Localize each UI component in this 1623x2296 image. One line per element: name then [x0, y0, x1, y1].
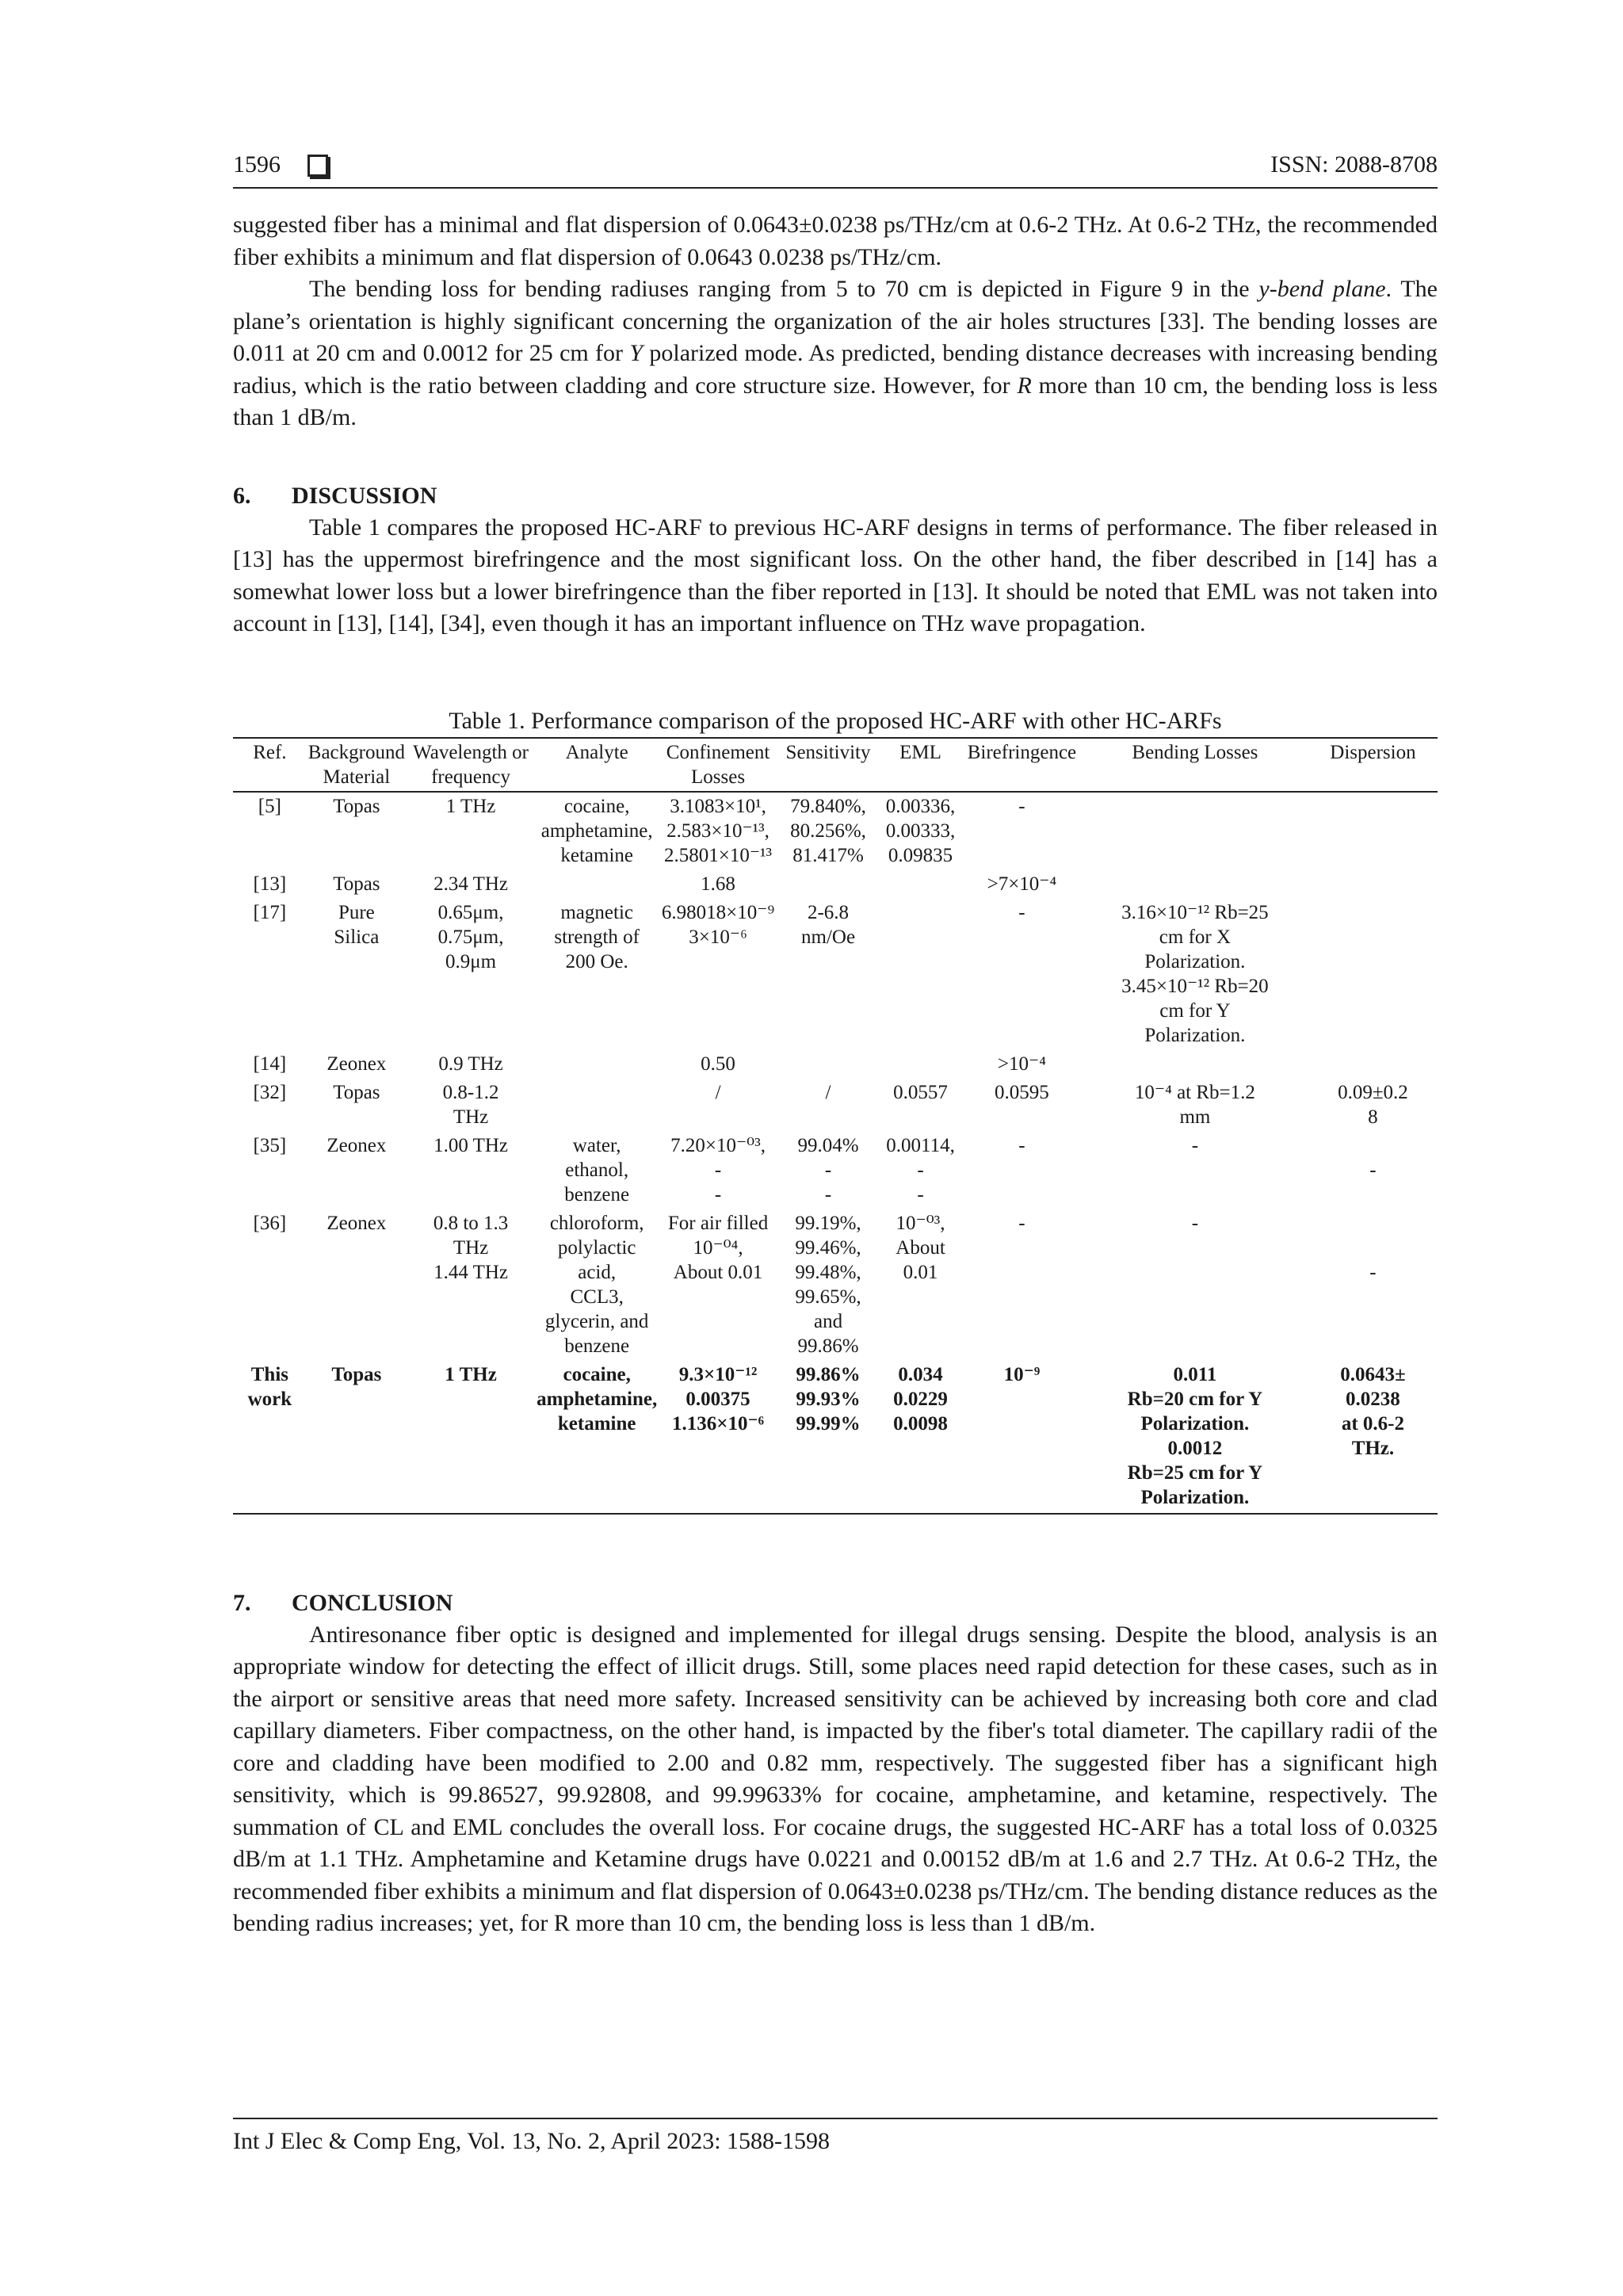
table-cell-text: [32]	[253, 1081, 287, 1103]
table-cell-text: [17]	[253, 901, 287, 923]
column-header	[659, 738, 777, 792]
table-cell-text: 99.86% 99.93% 99.99%	[796, 1363, 861, 1435]
table-cell-text: water, ethanol, benzene	[564, 1134, 630, 1205]
table-cell-text: 0.011 Rb=20 cm for Y Polarization. 0.0012 Rb=25 cm for Y Polarization.	[1127, 1363, 1263, 1508]
table-row	[233, 870, 1438, 899]
section-number: 6.	[233, 482, 251, 509]
table-cell-text: 10⁻⁹	[1003, 1363, 1041, 1385]
table-cell	[535, 1209, 659, 1361]
table-cell	[1082, 899, 1308, 1050]
column-header-label: Ref.	[253, 741, 287, 763]
column-header-label: Analyte	[565, 741, 628, 763]
table-cell	[407, 792, 535, 870]
table-cell	[233, 1050, 307, 1079]
table-cell-text: 99.19%, 99.46%, 99.48%, 99.65%, and 99.86%	[795, 1212, 861, 1357]
table-cell	[659, 899, 777, 1050]
table-cell-text: 0.8 to 1.3 THz 1.44 THz	[433, 1212, 509, 1283]
table-cell	[1082, 1209, 1308, 1361]
table-cell	[879, 899, 962, 1050]
table-row	[233, 792, 1438, 870]
table-cell-text: -	[1018, 1212, 1025, 1234]
table-cell	[1308, 1361, 1438, 1514]
table-cell-text: 0.00114, - -	[886, 1134, 955, 1205]
table-cell-text: cocaine, amphetamine, ketamine	[540, 795, 653, 866]
table-cell-text: 0.0643± 0.0238 at 0.6-2 THz.	[1340, 1363, 1406, 1459]
column-header-label: Sensitivity	[785, 741, 871, 763]
table-row	[233, 1132, 1438, 1209]
intro-paragraph-1: suggested fiber has a minimal and flat dispersion of 0.0643±0.0238 ps/THz/cm at 0.6-2 THz. At 0.6-2 THz, the recommended fiber exhibits a minimum and flat dispersion of 0.0643 0.0238 ps/THz/cm.	[233, 212, 1438, 270]
table-row	[233, 1361, 1438, 1514]
table-cell-text: -	[1369, 1159, 1377, 1181]
column-header	[1308, 738, 1438, 792]
column-header-label: Birefringence	[967, 741, 1077, 763]
column-header-label: Bending Losses	[1132, 741, 1258, 763]
table-cell-text: 0.65μm, 0.75μm, 0.9μm	[437, 901, 504, 972]
table-cell-text: This work	[247, 1363, 292, 1410]
table-cell-text: Topas	[331, 1363, 382, 1385]
table-cell-text: 3.16×10⁻¹² Rb=25 cm for X Polarization. 3.45×10⁻¹² Rb=20 cm for Y Polarization.	[1121, 901, 1269, 1046]
table-cell	[407, 1079, 535, 1132]
table-cell	[1082, 1132, 1308, 1209]
table-cell	[535, 792, 659, 870]
section-title: CONCLUSION	[292, 1589, 453, 1616]
table-cell-text: Topas	[333, 795, 380, 817]
table-cell	[777, 1361, 879, 1514]
table-cell	[659, 1050, 777, 1079]
table-cell-text: 0.9 THz	[438, 1052, 503, 1075]
table-cell	[1308, 899, 1438, 1050]
table-cell-text: Zeonex	[327, 1052, 387, 1075]
table-cell	[535, 1079, 659, 1132]
section-number: 7.	[233, 1589, 251, 1616]
table-caption: Table 1. Performance comparison of the proposed HC-ARF with other HC-ARFs	[449, 707, 1222, 734]
table-cell	[879, 1079, 962, 1132]
table-cell	[407, 1132, 535, 1209]
table-cell-text: 1.00 THz	[433, 1134, 509, 1156]
header-left	[233, 151, 328, 179]
table-cell-text: 2.34 THz	[433, 873, 509, 895]
table-cell-text: 0.0557	[893, 1081, 948, 1103]
table-row	[233, 899, 1438, 1050]
table-cell-text: /	[825, 1081, 831, 1103]
table-cell	[962, 1132, 1082, 1209]
comparison-table	[233, 737, 1438, 1515]
page-number: 1596	[233, 151, 281, 178]
table-cell	[307, 899, 407, 1050]
table-cell	[777, 870, 879, 899]
table-cell	[233, 899, 307, 1050]
column-header	[535, 738, 659, 792]
table-cell	[407, 1050, 535, 1079]
table-cell-text: 6.98018×10⁻⁹ 3×10⁻⁶	[661, 901, 775, 948]
text-run: polarized mode. As predicted, bending distance decreases with increasing bending radius, which is the ratio between cladding and core structure size. However, for	[233, 340, 1438, 399]
table-cell	[962, 870, 1082, 899]
table-cell-text: magnetic strength of 200 Oe.	[554, 901, 640, 972]
table-cell-text: [35]	[253, 1134, 287, 1156]
table-cell	[879, 870, 962, 899]
table-cell	[307, 1079, 407, 1132]
table-cell-text: 10⁻⁰³, About 0.01	[896, 1212, 945, 1283]
table-cell	[1308, 1132, 1438, 1209]
square-bullet-icon	[307, 155, 328, 177]
running-footer	[233, 2118, 1438, 2156]
text-run: more than 10 cm, the bending loss is less than 1 dB/m.	[233, 372, 1438, 430]
table-cell	[307, 1132, 407, 1209]
table-cell	[233, 792, 307, 870]
table-cell	[233, 1079, 307, 1132]
running-header	[233, 151, 1438, 189]
table-cell	[962, 792, 1082, 870]
table-cell	[1308, 870, 1438, 899]
table-cell-text: [36]	[253, 1212, 287, 1234]
table-cell-text: -	[1191, 1212, 1199, 1234]
table-cell	[233, 1209, 307, 1361]
section-heading-conclusion	[233, 1587, 1438, 1619]
table-cell	[777, 1209, 879, 1361]
column-header-label: Confinement Losses	[666, 741, 770, 788]
column-header-label: Wavelength or frequency	[413, 741, 529, 788]
conclusion-paragraph: Antiresonance fiber optic is designed and implemented for illegal drugs sensing. Despite the blood, analysis is an appropriate window for detecting the effect of illicit drugs. Still, some places need rapid detection for these cases, such as in the airport or sensitive areas that need more safety. Increased sensitivity can be achieved by increasing both core and clad capillary diameters. Fiber compactness, on the other hand, is impacted by the fiber's total diameter. The capillary radii of the core and cladding have been modified to 2.00 and 0.82 mm, respectively. The suggested fiber has a significant high sensitivity, which is 99.86527, 99.92808, and 99.99633% for cocaine, amphetamine, and ketamine, respectively. The summation of CL and EML concludes the overall loss. For cocaine drugs, the suggested HC-ARF has a total loss of 0.0325 dB/m at 1.1 THz. Amphetamine and Ketamine drugs have 0.0221 and 0.00152 dB/m at 1.6 and 2.7 THz. At 0.6-2 THz, the recommended fiber exhibits a minimum and flat dispersion of 0.0643±0.0238 ps/THz/cm. The bending distance reduces as the bending radius increases; yet, for R more than 10 cm, the bending loss is less than 1 dB/m.	[233, 1621, 1438, 1936]
table-cell	[962, 1209, 1082, 1361]
table-cell	[233, 1361, 307, 1514]
table-cell	[962, 1079, 1082, 1132]
table-cell	[1308, 1079, 1438, 1132]
table-cell	[535, 870, 659, 899]
column-header	[777, 738, 879, 792]
section-heading-discussion	[233, 480, 1438, 512]
table-cell-text: 0.00336, 0.00333, 0.09835	[885, 795, 956, 866]
intro-paragraph-2	[233, 273, 1438, 434]
table-cell	[1082, 1079, 1308, 1132]
journal-citation: Int J Elec & Comp Eng, Vol. 13, No. 2, April 2023: 1588-1598	[233, 2128, 831, 2154]
table-cell	[962, 1361, 1082, 1514]
table-cell-text: 9.3×10⁻¹² 0.00375 1.136×10⁻⁶	[671, 1363, 765, 1435]
table-cell-text: 7.20×10⁻⁰³, - -	[670, 1134, 766, 1205]
table-cell	[879, 1361, 962, 1514]
table-cell	[777, 1050, 879, 1079]
page-body	[233, 151, 1438, 1940]
table-cell	[879, 1209, 962, 1361]
table-cell-text: /	[715, 1081, 721, 1103]
table-cell-text: 0.09±0.2 8	[1338, 1081, 1408, 1128]
section-title: DISCUSSION	[292, 482, 437, 509]
table-row	[233, 1050, 1438, 1079]
table-cell-text: 0.034 0.0229 0.0098	[893, 1363, 948, 1435]
column-header	[962, 738, 1082, 792]
table-cell	[962, 1050, 1082, 1079]
table-cell-text: 0.0595	[995, 1081, 1049, 1103]
table-cell-text: -	[1018, 1134, 1025, 1156]
issn: ISSN: 2088-8708	[1270, 151, 1438, 178]
table-cell-text: Topas	[333, 873, 380, 895]
table-cell	[879, 1132, 962, 1209]
text-run: . The plane’s orientation is highly significant concerning the organization of the air holes structures [33]. The bending losses are 0.011 at 20 cm and 0.0012 for 25 cm for	[233, 276, 1438, 366]
column-header	[407, 738, 535, 792]
table-cell	[307, 870, 407, 899]
column-header-label: Dispersion	[1330, 741, 1416, 763]
table-cell	[659, 1132, 777, 1209]
text-run-italic: R	[1017, 372, 1032, 399]
table-cell	[307, 792, 407, 870]
table-cell	[1308, 1050, 1438, 1079]
table-cell-text: >10⁻⁴	[997, 1052, 1046, 1075]
table-cell	[1082, 1361, 1308, 1514]
table-cell	[407, 1361, 535, 1514]
table-cell	[307, 1209, 407, 1361]
table-cell-text: 2-6.8 nm/Oe	[801, 901, 856, 948]
table-body	[233, 792, 1438, 1514]
table-cell-text: -	[1018, 795, 1025, 817]
table-cell-text: 1 THz	[445, 1363, 497, 1385]
table-cell-text: -	[1191, 1134, 1199, 1156]
table-cell	[659, 1079, 777, 1132]
table-row	[233, 1079, 1438, 1132]
table-cell-text: -	[1369, 1261, 1377, 1283]
table-cell-text: 10⁻⁴ at Rb=1.2 mm	[1134, 1081, 1255, 1128]
table-cell	[777, 899, 879, 1050]
table-cell	[407, 899, 535, 1050]
table-cell	[659, 1361, 777, 1514]
table-cell	[777, 1079, 879, 1132]
table-cell	[659, 870, 777, 899]
table-cell	[407, 1209, 535, 1361]
table-cell-text: [5]	[258, 795, 281, 817]
table-cell	[535, 1361, 659, 1514]
table-cell	[659, 1209, 777, 1361]
table-cell	[777, 792, 879, 870]
table-cell	[1308, 1209, 1438, 1361]
table-cell-text: 3.1083×10¹, 2.583×10⁻¹³, 2.5801×10⁻¹³	[664, 795, 773, 866]
table-cell-text: 1 THz	[445, 795, 496, 817]
table-cell	[962, 899, 1082, 1050]
table-cell	[233, 1132, 307, 1209]
table-cell	[879, 1050, 962, 1079]
column-header	[307, 738, 407, 792]
table-cell	[1082, 1050, 1308, 1079]
table-cell-text: For air filled 10⁻⁰⁴, About 0.01	[667, 1212, 769, 1283]
table-row	[233, 1209, 1438, 1361]
table-cell	[879, 792, 962, 870]
table-cell	[233, 870, 307, 899]
table-cell-text: Zeonex	[327, 1212, 387, 1234]
table-cell-text: chloroform, polylactic acid, CCL3, glycerin, and benzene	[544, 1212, 649, 1357]
discussion-paragraph: Table 1 compares the proposed HC-ARF to previous HC-ARF designs in terms of performance. The fiber released in [13] has the uppermost birefringence and the most significant loss. On the other hand, the fiber described in [14] has a somewhat lower loss but a lower birefringence than the fiber reported in [13]. It should be noted that EML was not taken into account in [13], [14], [34], even though it has an important influence on THz wave propagation.	[233, 514, 1438, 636]
table-cell	[307, 1361, 407, 1514]
table-cell-text: Pure Silica	[334, 901, 380, 948]
table-cell	[407, 870, 535, 899]
table-cell	[659, 792, 777, 870]
column-header-label: Background Material	[307, 741, 405, 788]
table-cell-text: -	[1018, 901, 1025, 923]
table-cell	[535, 899, 659, 1050]
table-cell-text: cocaine, amphetamine, ketamine	[537, 1363, 658, 1435]
table-cell	[535, 1050, 659, 1079]
table-cell	[535, 1132, 659, 1209]
column-header	[1082, 738, 1308, 792]
table-cell-text: Topas	[333, 1081, 380, 1103]
table-cell-text: 99.04% - -	[797, 1134, 859, 1205]
table-header-row	[233, 738, 1438, 792]
column-header	[233, 738, 307, 792]
column-header	[879, 738, 962, 792]
table-cell	[777, 1132, 879, 1209]
table-cell	[307, 1050, 407, 1079]
text-run: The bending loss for bending radiuses ranging from 5 to 70 cm is depicted in Figure 9 in the	[309, 276, 1259, 302]
table-cell	[1308, 792, 1438, 870]
table-cell-text: 0.50	[701, 1052, 735, 1075]
table-cell-text: 1.68	[701, 873, 735, 895]
table-cell-text: Zeonex	[327, 1134, 387, 1156]
table-cell	[1082, 870, 1308, 899]
text-run-italic: y-bend plane	[1258, 276, 1386, 302]
text-run-italic: Y	[629, 340, 643, 366]
table-cell-text: >7×10⁻⁴	[987, 873, 1057, 895]
table-cell-text: 79.840%, 80.256%, 81.417%	[790, 795, 866, 866]
table-cell-text: [14]	[253, 1052, 287, 1075]
table-cell-text: [13]	[253, 873, 287, 895]
column-header-label: EML	[899, 741, 941, 763]
table-cell	[1082, 792, 1308, 870]
table-cell-text: 0.8-1.2 THz	[442, 1081, 499, 1128]
